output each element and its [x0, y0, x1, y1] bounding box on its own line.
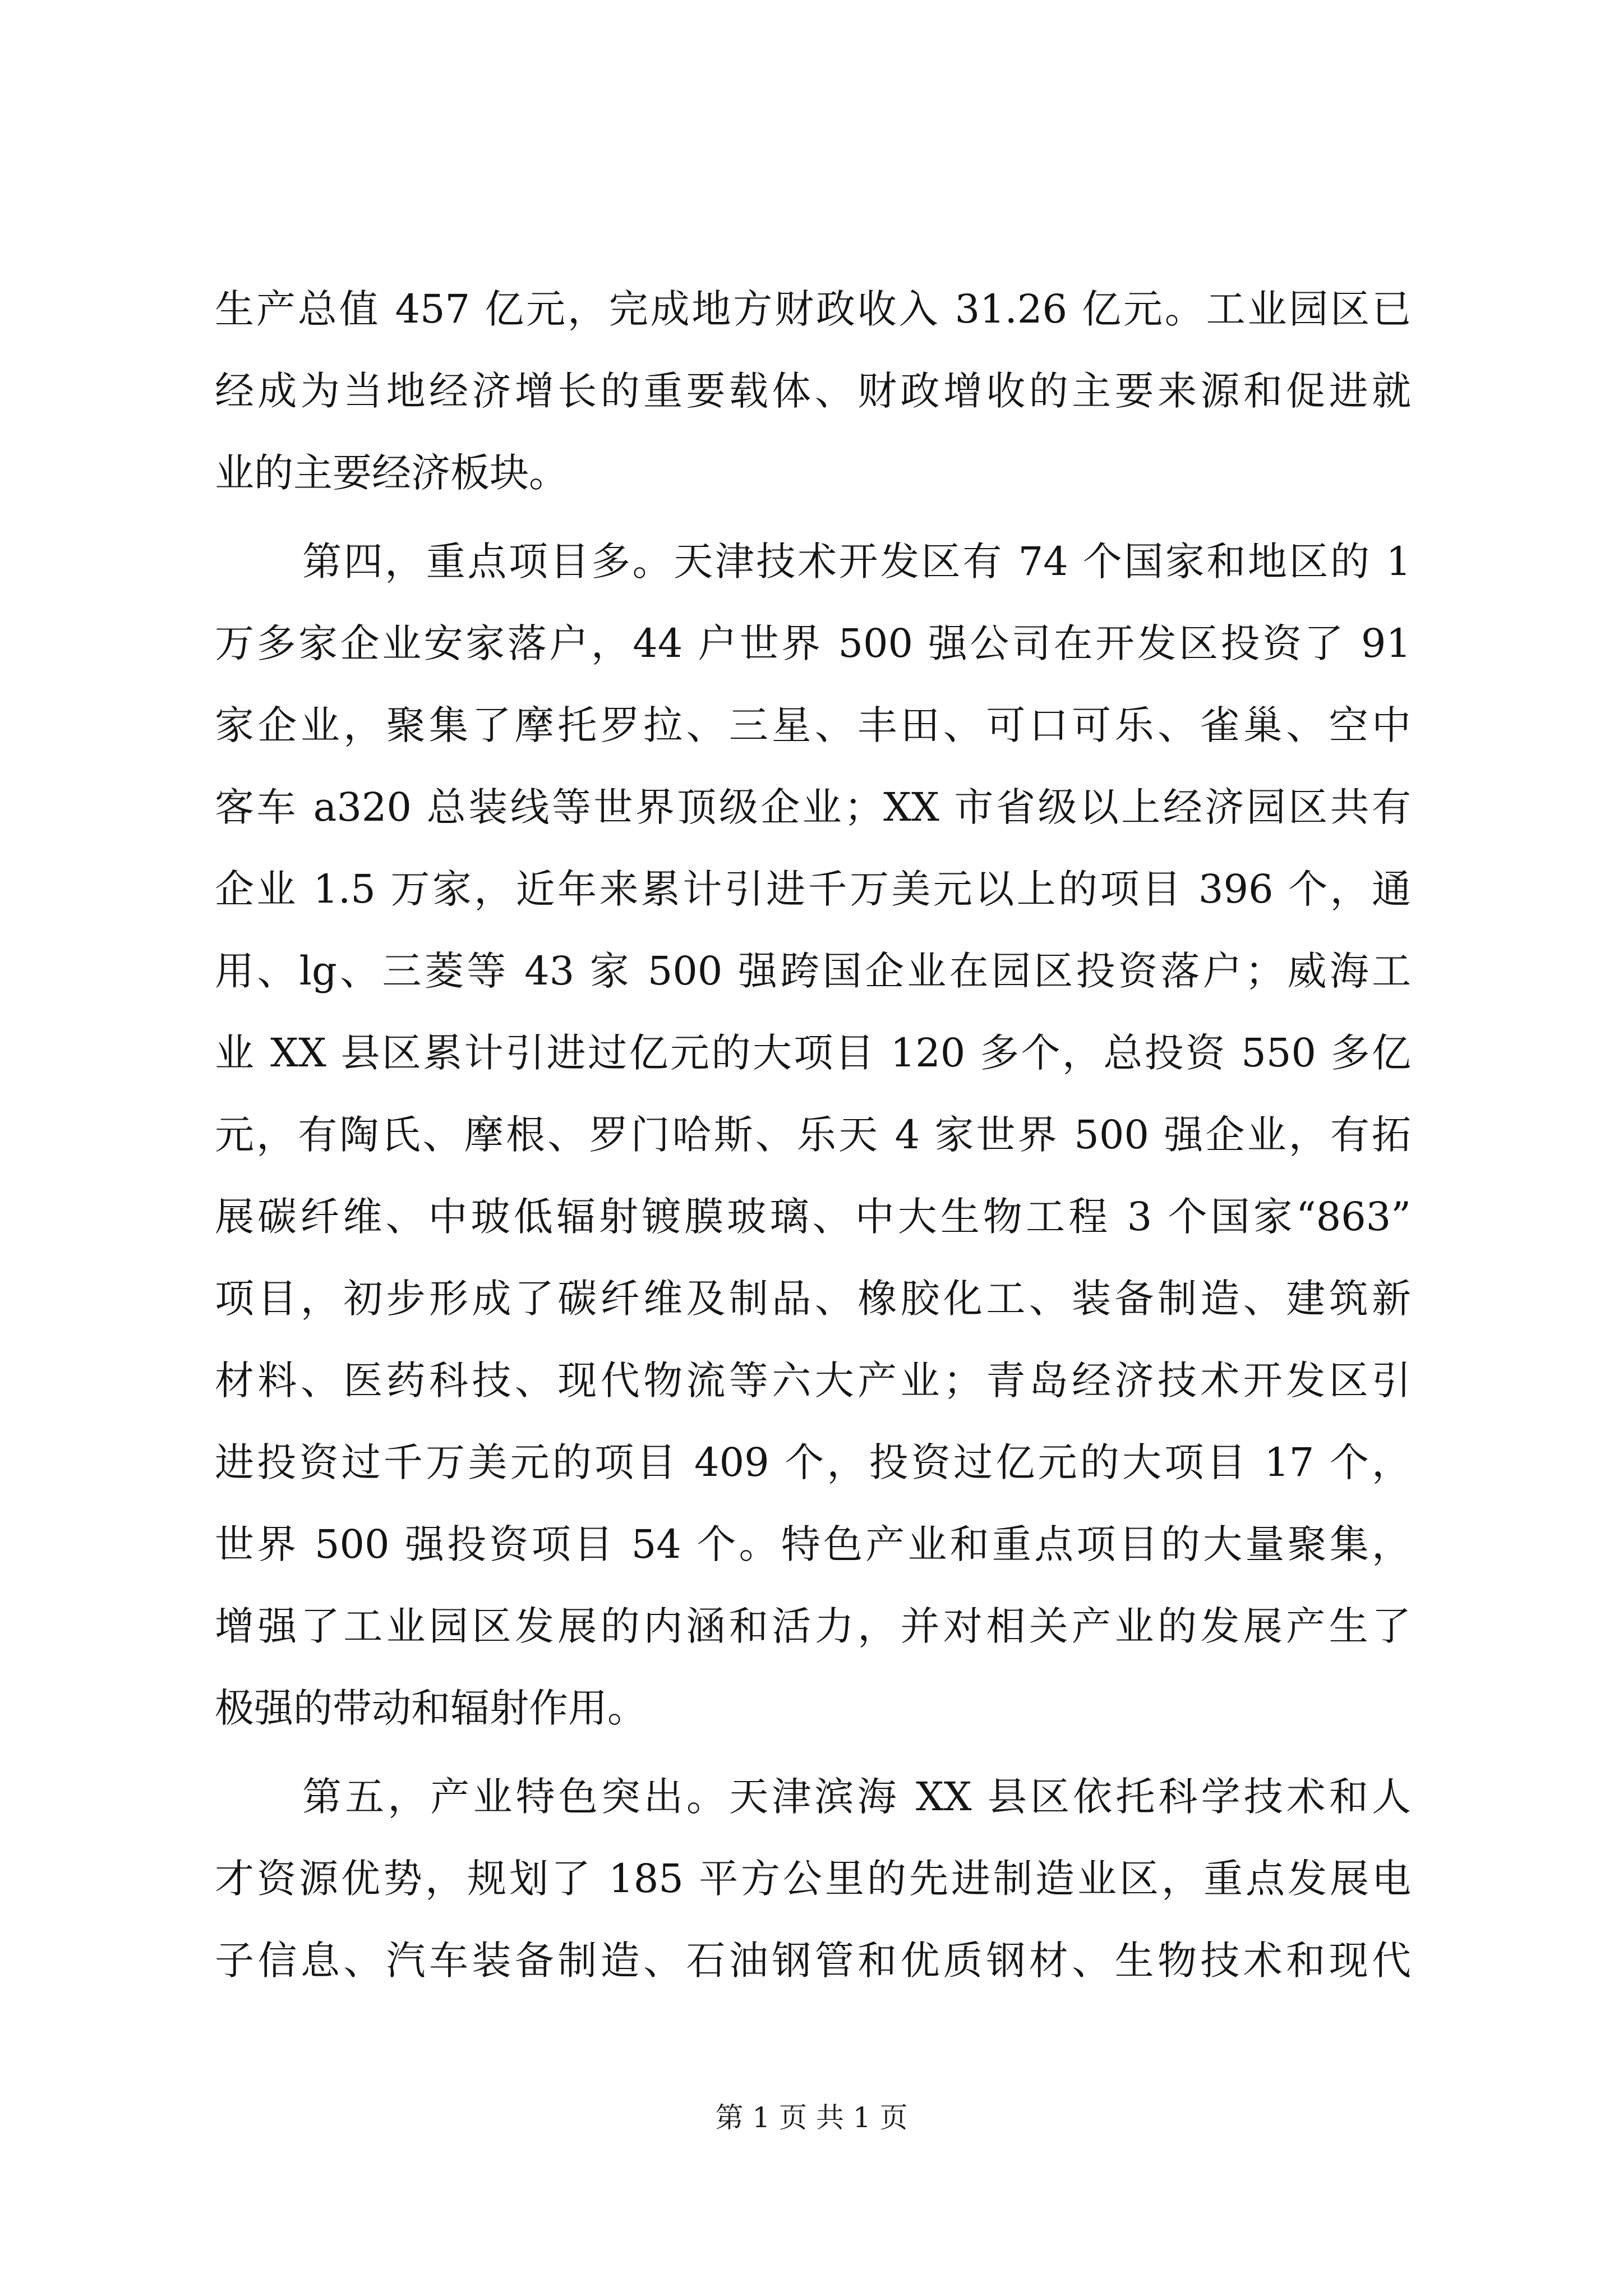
paragraph-start-line: 第四，重点项目多。天津技术开发区有 74 个国家和地区的 1 — [302, 539, 1411, 585]
text-line: 家企业，聚集了摩托罗拉、三星、丰田、可口可乐、雀巢、空中 — [215, 702, 1411, 748]
text-line: 企业 1.5 万家，近年来累计引进千万美元以上的项目 396 个，通 — [215, 866, 1411, 912]
text-line: 元，有陶氏、摩根、罗门哈斯、乐天 4 家世界 500 强企业，有拓 — [215, 1112, 1411, 1158]
text-line: 业的主要经济板块。 — [215, 450, 568, 496]
text-line: 世界 500 强投资项目 54 个。特色产业和重点项目的大量聚集， — [215, 1521, 1411, 1567]
text-line: 子信息、汽车装备制造、石油钢管和优质钢材、生物技术和现代 — [215, 1938, 1411, 1984]
text-line: 材料、医药科技、现代物流等六大产业；青岛经济技术开发区引 — [215, 1358, 1411, 1404]
text-line: 业 XX 县区累计引进过亿元的大项目 120 多个，总投资 550 多亿 — [215, 1030, 1411, 1076]
text-line: 万多家企业安家落户，44 户世界 500 强公司在开发区投资了 91 — [215, 620, 1411, 666]
text-line: 经成为当地经济增长的重要载体、财政增收的主要来源和促进就 — [215, 368, 1411, 414]
text-line: 客车 a320 总装线等世界顶级企业；XX 市省级以上经济园区共有 — [215, 784, 1411, 830]
page-footer: 第 1 页 共 1 页 — [715, 2101, 908, 2134]
text-line: 展碳纤维、中玻低辐射镀膜玻璃、中大生物工程 3 个国家“863” — [215, 1194, 1411, 1240]
paragraph-start-line: 第五，产业特色突出。天津滨海 XX 县区依托科学技术和人 — [302, 1774, 1411, 1820]
text-line: 用、lg、三菱等 43 家 500 强跨国企业在园区投资落户；威海工 — [215, 948, 1411, 994]
text-line: 增强了工业园区发展的内涵和活力，并对相关产业的发展产生了 — [215, 1603, 1411, 1649]
text-line: 才资源优势，规划了 185 平方公里的先进制造业区，重点发展电 — [215, 1856, 1411, 1902]
text-line: 进投资过千万美元的项目 409 个，投资过亿元的大项目 17 个， — [215, 1439, 1411, 1485]
text-line: 生产总值 457 亿元，完成地方财政收入 31.26 亿元。工业园区已 — [215, 286, 1411, 332]
body-text — [215, 268, 1411, 2001]
text-line: 极强的带动和辐射作用。 — [215, 1685, 647, 1731]
text-line: 项目，初步形成了碳纤维及制品、橡胶化工、装备制造、建筑新 — [215, 1276, 1411, 1322]
